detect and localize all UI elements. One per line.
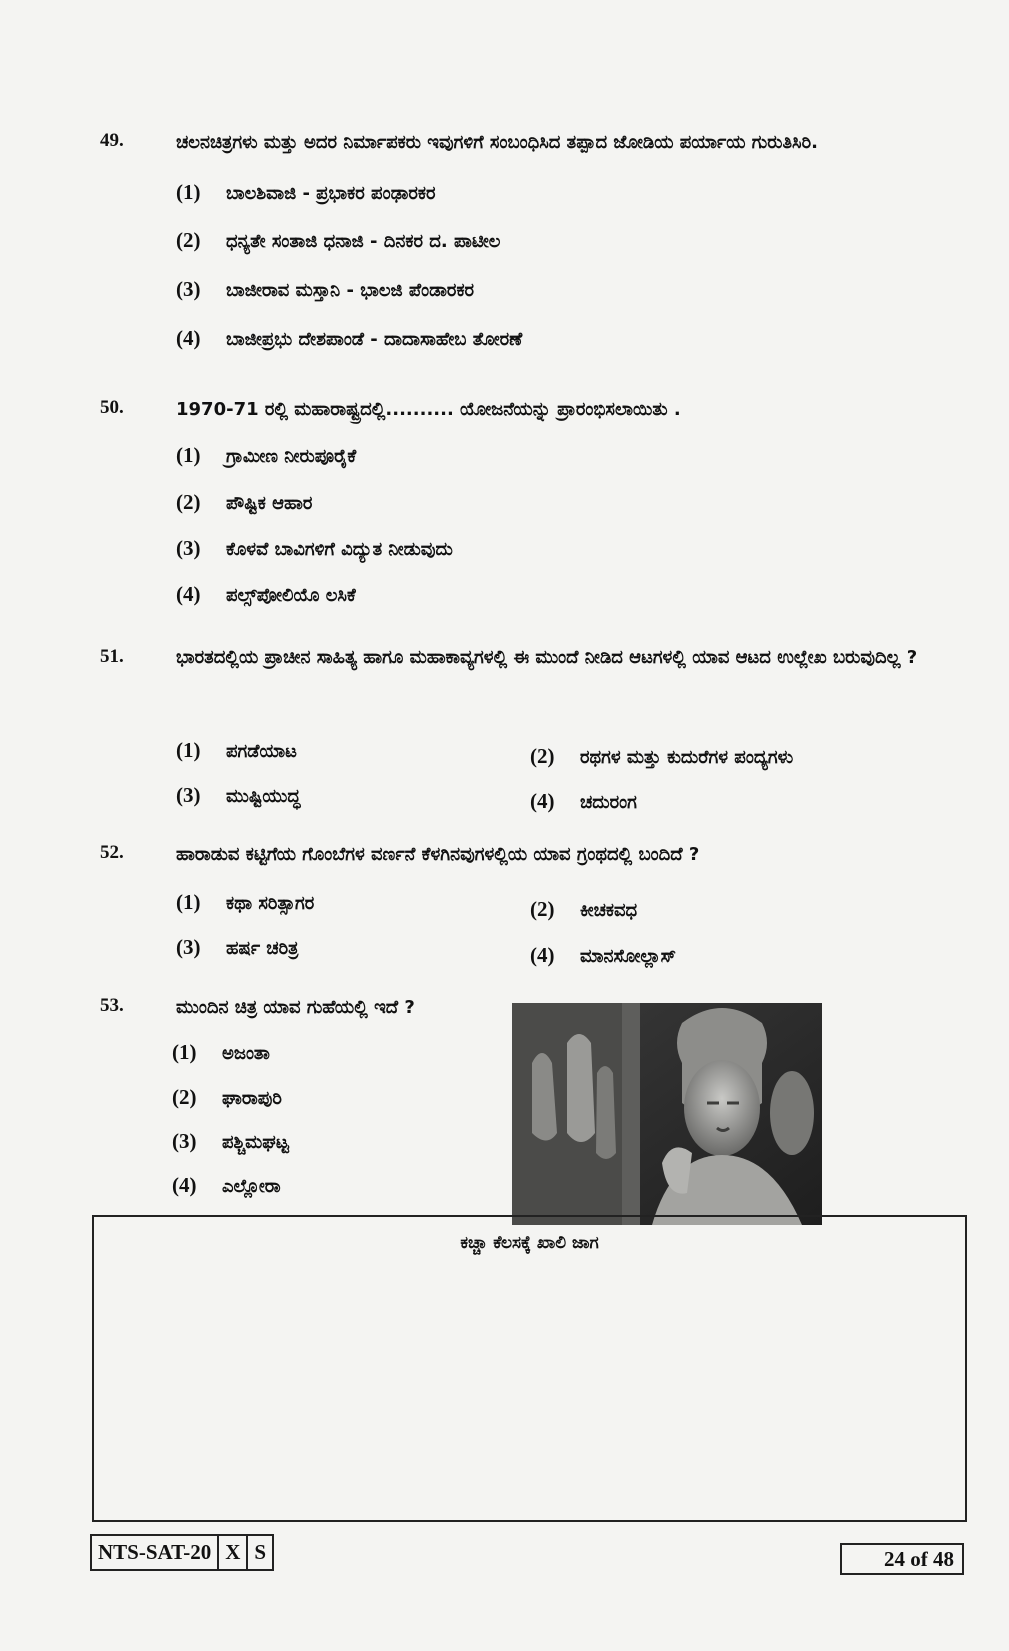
option-number: (3)	[176, 783, 201, 807]
option-text: ಪೌಷ್ಟಿಕ ಆಹಾರ	[226, 493, 313, 514]
cave-sculpture-photo	[512, 1003, 822, 1225]
option-number: (2)	[172, 1085, 197, 1109]
question-number: 53.	[100, 995, 124, 1016]
exam-code-box	[90, 1534, 274, 1571]
option-number: (3)	[176, 536, 201, 560]
rough-work-box[interactable]	[92, 1215, 967, 1522]
option-text: ಅಜಂತಾ	[222, 1043, 270, 1064]
option-52-2[interactable]	[530, 897, 637, 922]
option-number: (1)	[176, 890, 201, 914]
option-text: ಕಥಾ ಸರಿತ್ಸಾಗರ	[226, 893, 315, 914]
option-text: ಮುಷ್ಟಿಯುದ್ಧ	[226, 786, 301, 807]
option-text: ರಥಗಳ ಮತ್ತು ಕುದುರೆಗಳ ಪಂದ್ಯಗಳು	[580, 747, 794, 768]
option-text: ಹರ್ಷ ಚರಿತ್ರ	[226, 938, 299, 959]
option-53-3[interactable]	[172, 1129, 289, 1154]
page-number: 24 of 48	[840, 1543, 964, 1575]
option-text: ಕೀಚಕವಧ	[580, 900, 638, 921]
option-53-2[interactable]	[172, 1085, 282, 1110]
option-number: (2)	[176, 228, 201, 252]
option-number: (2)	[530, 897, 555, 921]
option-text: ಬಾಜೀಪ್ರಭು ದೇಶಪಾಂಡೆ - ದಾದಾಸಾಹೇಬ ತೋರಣೆ	[226, 329, 523, 350]
option-text: ಎಲ್ಲೋರಾ	[222, 1176, 281, 1197]
option-text: ಗ್ರಾಮೀಣ ನೀರುಪೂರೈಕೆ	[226, 446, 357, 467]
option-53-4[interactable]	[172, 1173, 281, 1198]
option-52-3[interactable]	[176, 935, 298, 960]
option-number: (3)	[176, 935, 201, 959]
option-text: ಮಾನಸೋಲ್ಲಾಸ್	[580, 946, 676, 967]
option-number: (3)	[172, 1129, 197, 1153]
option-number: (4)	[530, 789, 555, 813]
class-label: X	[219, 1536, 248, 1569]
option-number: (1)	[172, 1040, 197, 1064]
question-text: 1970-71 ರಲ್ಲಿ ಮಹಾರಾಷ್ಟ್ರದಲ್ಲಿ.......... ಯೋಜನೆಯನ್ನು ಪ್ರಾರಂಭಿಸಲಾಯಿತು .	[176, 399, 681, 420]
option-50-1[interactable]	[176, 443, 356, 468]
rough-work-title: ಕಚ್ಚಾ ಕೆಲಸಕ್ಕೆ ಖಾಲಿ ಜಾಗ	[460, 1233, 599, 1253]
option-49-3[interactable]	[176, 277, 474, 302]
option-52-1[interactable]	[176, 890, 314, 915]
series-label: S	[254, 1540, 267, 1564]
option-51-4[interactable]	[530, 789, 637, 814]
option-text: ಚದುರಂಗ	[580, 792, 637, 813]
question-number: 49.	[100, 130, 124, 151]
option-text: ಪಲ್ಸ್‌ಪೋಲಿಯೊ ಲಸಿಕೆ	[226, 585, 356, 606]
exam-code: NTS-SAT-20	[92, 1536, 219, 1569]
option-text: ಪಗಡೆಯಾಟ	[226, 741, 297, 762]
option-number: (2)	[176, 490, 201, 514]
option-number: (2)	[530, 744, 555, 768]
option-text: ಘಾರಾಪುರಿ	[222, 1088, 282, 1109]
option-number: (3)	[176, 277, 201, 301]
option-51-2[interactable]	[530, 744, 793, 769]
option-51-1[interactable]	[176, 738, 297, 763]
option-52-4[interactable]	[530, 943, 676, 968]
option-number: (4)	[176, 326, 201, 350]
option-number: (4)	[530, 943, 555, 967]
option-49-2[interactable]	[176, 228, 500, 253]
option-49-4[interactable]	[176, 326, 522, 351]
option-text: ಬಾಲಶಿವಾಜಿ - ಪ್ರಭಾಕರ ಪಂಢಾರಕರ	[226, 183, 436, 204]
sculpture-illustration	[512, 1003, 822, 1225]
option-text: ಪಶ್ಚಿಮಘಟ್ಟ	[222, 1132, 289, 1153]
question-number: 50.	[100, 397, 124, 418]
option-text: ಬಾಜೀರಾವ ಮಸ್ತಾನಿ - ಭಾಲಜಿ ಪೆಂಡಾರಕರ	[226, 280, 475, 301]
question-text: ಹಾರಾಡುವ ಕಟ್ಟಿಗೆಯ ಗೊಂಬೆಗಳ ವರ್ಣನೆ ಕೆಳಗಿನವುಗಳಲ್ಲಿಯ ಯಾವ ಗ್ರಂಥದಲ್ಲಿ ಬಂದಿದೆ ?	[176, 844, 700, 865]
question-number: 51.	[100, 646, 124, 667]
option-49-1[interactable]	[176, 180, 436, 205]
question-text: ಭಾರತದಲ್ಲಿಯ ಪ್ರಾಚೀನ ಸಾಹಿತ್ಯ ಹಾಗೂ ಮಹಾಕಾವ್ಯಗಳಲ್ಲಿ ಈ ಮುಂದೆ ನೀಡಿದ ಆಟಗಳಲ್ಲಿ ಯಾವ ಆಟದ ಉಲ್ಲೇಖ ಬರುವುದಿಲ್ಲ ?	[176, 647, 918, 668]
option-50-2[interactable]	[176, 490, 312, 515]
option-number: (1)	[176, 738, 201, 762]
option-number: (1)	[176, 180, 201, 204]
option-number: (4)	[172, 1173, 197, 1197]
option-51-3[interactable]	[176, 783, 300, 808]
question-number: 52.	[100, 842, 124, 863]
option-text: ಧನ್ಯತೇ ಸಂತಾಜಿ ಧನಾಜಿ - ದಿನಕರ ದ. ಪಾಟೀಲ	[226, 231, 501, 252]
option-text: ಕೊಳವೆ ಬಾವಿಗಳಿಗೆ ವಿದ್ಯುತ ನೀಡುವುದು	[226, 539, 453, 560]
option-number: (4)	[176, 582, 201, 606]
option-number: (1)	[176, 443, 201, 467]
option-50-4[interactable]	[176, 582, 356, 607]
question-text: ಮುಂದಿನ ಚಿತ್ರ ಯಾವ ಗುಹೆಯಲ್ಲಿ ಇದೆ ?	[176, 997, 415, 1018]
option-50-3[interactable]	[176, 536, 453, 561]
option-53-1[interactable]	[172, 1040, 270, 1065]
question-text: ಚಲನಚಿತ್ರಗಳು ಮತ್ತು ಅದರ ನಿರ್ಮಾಪಕರು ಇವುಗಳಿಗೆ ಸಂಬಂಧಿಸಿದ ತಪ್ಪಾದ ಜೋಡಿಯ ಪರ್ಯಾಯ ಗುರುತಿಸಿರಿ.	[176, 132, 818, 153]
